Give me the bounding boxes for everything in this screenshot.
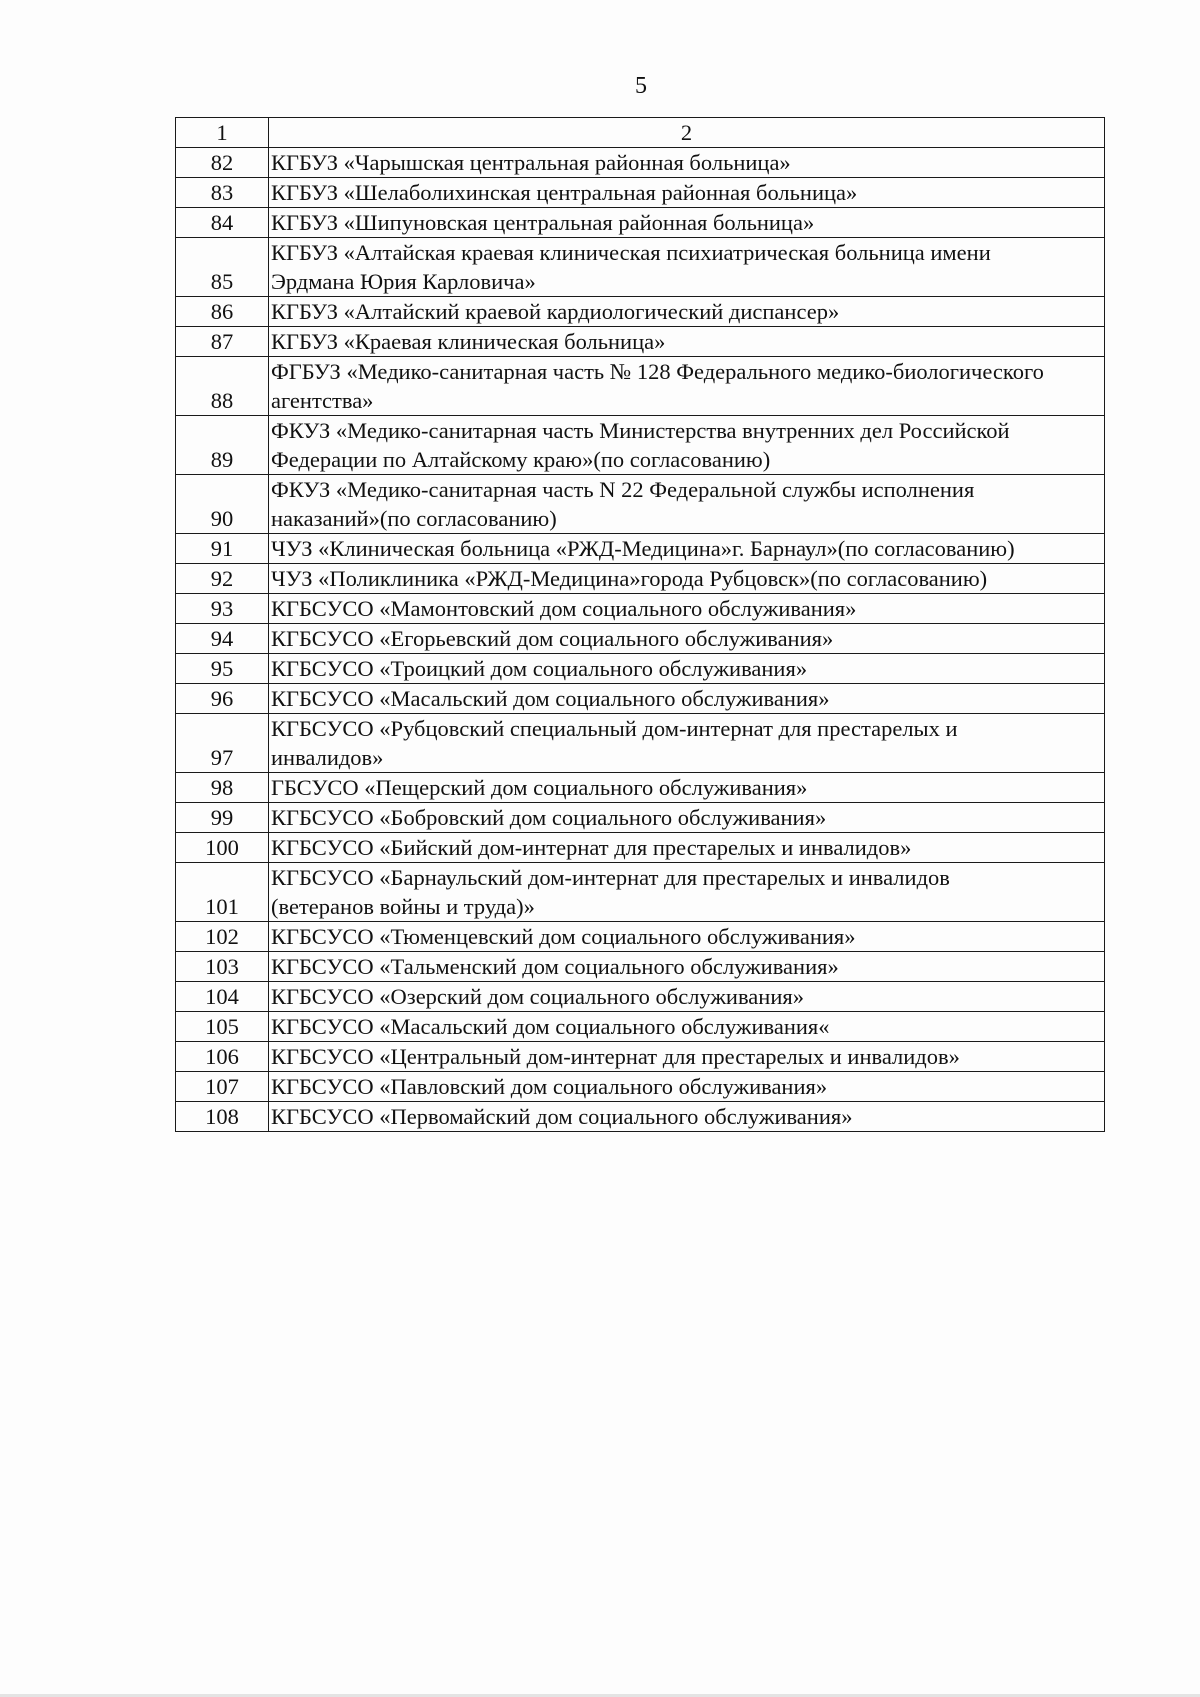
header-cell-number: 1	[176, 118, 269, 148]
row-number-cell: 95	[176, 654, 269, 684]
table-body	[176, 118, 1105, 1132]
institution-name-line: КГБУЗ «Алтайская краевая клиническая психиатрическая больница имени	[271, 240, 991, 265]
institution-name-line: КГБСУСО «Бийский дом-интернат для престарелых и инвалидов»	[271, 835, 912, 860]
row-number-cell: 90	[176, 475, 269, 534]
institutions-table	[175, 117, 1105, 1132]
institution-name-line: КГБСУСО «Егорьевский дом социального обслуживания»	[271, 626, 834, 651]
institution-name-line: КГБСУСО «Первомайский дом социального обслуживания»	[271, 1104, 853, 1129]
row-number-cell: 82	[176, 148, 269, 178]
institution-name-cell	[269, 982, 1105, 1012]
table-row	[176, 297, 1105, 327]
institution-name-cell	[269, 1012, 1105, 1042]
institution-name-line: ФКУЗ «Медико-санитарная часть N 22 Федеральной службы исполнения	[271, 477, 975, 502]
row-number-cell: 105	[176, 1012, 269, 1042]
table-row	[176, 922, 1105, 952]
institution-name-cell	[269, 475, 1105, 534]
institution-name-line: КГБУЗ «Шелаболихинская центральная районная больница»	[271, 180, 858, 205]
table-row	[176, 148, 1105, 178]
institution-name-cell	[269, 327, 1105, 357]
institution-name-cell	[269, 534, 1105, 564]
row-number-cell: 103	[176, 952, 269, 982]
institution-name-line: КГБСУСО «Бобровский дом социального обслуживания»	[271, 805, 827, 830]
row-number-cell: 102	[176, 922, 269, 952]
row-number-cell: 97	[176, 714, 269, 773]
table-row	[176, 357, 1105, 416]
institution-name-cell	[269, 1042, 1105, 1072]
row-number-cell: 100	[176, 833, 269, 863]
institution-name-line: КГБСУСО «Масальский дом социального обслуживания«	[271, 1014, 830, 1039]
table-row	[176, 1102, 1105, 1132]
institution-name-line: КГБСУСО «Павловский дом социального обслуживания»	[271, 1074, 828, 1099]
table-row	[176, 952, 1105, 982]
institution-name-cell	[269, 803, 1105, 833]
row-number-cell: 87	[176, 327, 269, 357]
row-number-cell: 86	[176, 297, 269, 327]
header-cell-name: 2	[269, 118, 1105, 148]
institution-name-line: КГБСУСО «Масальский дом социального обслуживания»	[271, 686, 830, 711]
institution-name-cell	[269, 833, 1105, 863]
row-number-cell: 84	[176, 208, 269, 238]
institution-name-line: ЧУЗ «Поликлиника «РЖД-Медицина»города Рубцовск»(по согласованию)	[271, 566, 988, 591]
institution-name-cell	[269, 773, 1105, 803]
institution-name-line: КГБСУСО «Тюменцевский дом социального обслуживания»	[271, 924, 856, 949]
institution-name-cell	[269, 684, 1105, 714]
institution-name-line: КГБСУСО «Рубцовский специальный дом-интернат для престарелых и	[271, 716, 958, 741]
table-row	[176, 803, 1105, 833]
row-number-cell: 107	[176, 1072, 269, 1102]
row-number-cell: 96	[176, 684, 269, 714]
institution-name-cell	[269, 178, 1105, 208]
row-number-cell: 104	[176, 982, 269, 1012]
institution-name-line: КГБУЗ «Шипуновская центральная районная больница»	[271, 210, 815, 235]
row-number-cell: 101	[176, 863, 269, 922]
table-row	[176, 594, 1105, 624]
table-row	[176, 178, 1105, 208]
table-row	[176, 833, 1105, 863]
row-number-cell: 89	[176, 416, 269, 475]
table-row	[176, 982, 1105, 1012]
institution-name-cell	[269, 863, 1105, 922]
institution-name-line: КГБСУСО «Тальменский дом социального обслуживания»	[271, 954, 839, 979]
institution-name-line: ГБСУСО «Пещерский дом социального обслуживания»	[271, 775, 808, 800]
table-row	[176, 534, 1105, 564]
institution-name-cell	[269, 624, 1105, 654]
institution-name-line: (ветеранов войны и труда)»	[271, 894, 535, 919]
institution-name-cell	[269, 952, 1105, 982]
institution-name-line: ФГБУЗ «Медико-санитарная часть № 128 Федерального медико-биологического	[271, 359, 1044, 384]
table-row	[176, 624, 1105, 654]
institution-name-line: КГБСУСО «Центральный дом-интернат для престарелых и инвалидов»	[271, 1044, 960, 1069]
institution-name-line: агентства»	[271, 388, 374, 413]
institution-name-line: Эрдмана Юрия Карловича»	[271, 269, 536, 294]
row-number-cell: 85	[176, 238, 269, 297]
institution-name-line: КГБСУСО «Троицкий дом социального обслуживания»	[271, 656, 808, 681]
institution-name-line: КГБСУСО «Мамонтовский дом социального обслуживания»	[271, 596, 857, 621]
row-number-cell: 91	[176, 534, 269, 564]
row-number-cell: 99	[176, 803, 269, 833]
institution-name-line: КГБУЗ «Алтайский краевой кардиологический диспансер»	[271, 299, 840, 324]
institution-name-cell	[269, 654, 1105, 684]
institution-name-cell	[269, 594, 1105, 624]
row-number-cell: 108	[176, 1102, 269, 1132]
institution-name-line: ФКУЗ «Медико-санитарная часть Министерства внутренних дел Российской	[271, 418, 1010, 443]
row-number-cell: 92	[176, 564, 269, 594]
table-row	[176, 1042, 1105, 1072]
institution-name-cell	[269, 714, 1105, 773]
page-number: 5	[635, 73, 647, 99]
institution-name-line: инвалидов»	[271, 745, 384, 770]
table-row	[176, 208, 1105, 238]
institution-name-cell	[269, 1102, 1105, 1132]
table-row	[176, 654, 1105, 684]
row-number-cell: 106	[176, 1042, 269, 1072]
institution-name-cell	[269, 922, 1105, 952]
row-number-cell: 94	[176, 624, 269, 654]
table-row	[176, 863, 1105, 922]
institution-name-line: КГБУЗ «Чарышская центральная районная больница»	[271, 150, 791, 175]
institution-name-line: КГБСУСО «Барнаульский дом-интернат для престарелых и инвалидов	[271, 865, 950, 890]
institution-name-cell	[269, 1072, 1105, 1102]
institution-name-line: КГБУЗ «Краевая клиническая больница»	[271, 329, 666, 354]
table-row	[176, 684, 1105, 714]
row-number-cell: 83	[176, 178, 269, 208]
table-row	[176, 238, 1105, 297]
institution-name-line: КГБСУСО «Озерский дом социального обслуживания»	[271, 984, 804, 1009]
row-number-cell: 98	[176, 773, 269, 803]
table-row	[176, 1012, 1105, 1042]
table-row	[176, 714, 1105, 773]
table-row	[176, 564, 1105, 594]
institution-name-cell	[269, 564, 1105, 594]
institution-name-cell	[269, 208, 1105, 238]
institution-name-cell	[269, 148, 1105, 178]
institution-name-cell	[269, 238, 1105, 297]
institution-name-cell	[269, 297, 1105, 327]
table-row	[176, 475, 1105, 534]
institution-name-line: ЧУЗ «Клиническая больница «РЖД-Медицина»г. Барнаул»(по согласованию)	[271, 536, 1015, 561]
row-number-cell: 93	[176, 594, 269, 624]
table-row	[176, 416, 1105, 475]
institution-name-line: наказаний»(по согласованию)	[271, 506, 557, 531]
institution-name-line: Федерации по Алтайскому краю»(по согласованию)	[271, 447, 771, 472]
table-row	[176, 773, 1105, 803]
table-row	[176, 327, 1105, 357]
table-header-row	[176, 118, 1105, 148]
table-row	[176, 1072, 1105, 1102]
row-number-cell: 88	[176, 357, 269, 416]
institution-name-cell	[269, 416, 1105, 475]
institution-name-cell	[269, 357, 1105, 416]
